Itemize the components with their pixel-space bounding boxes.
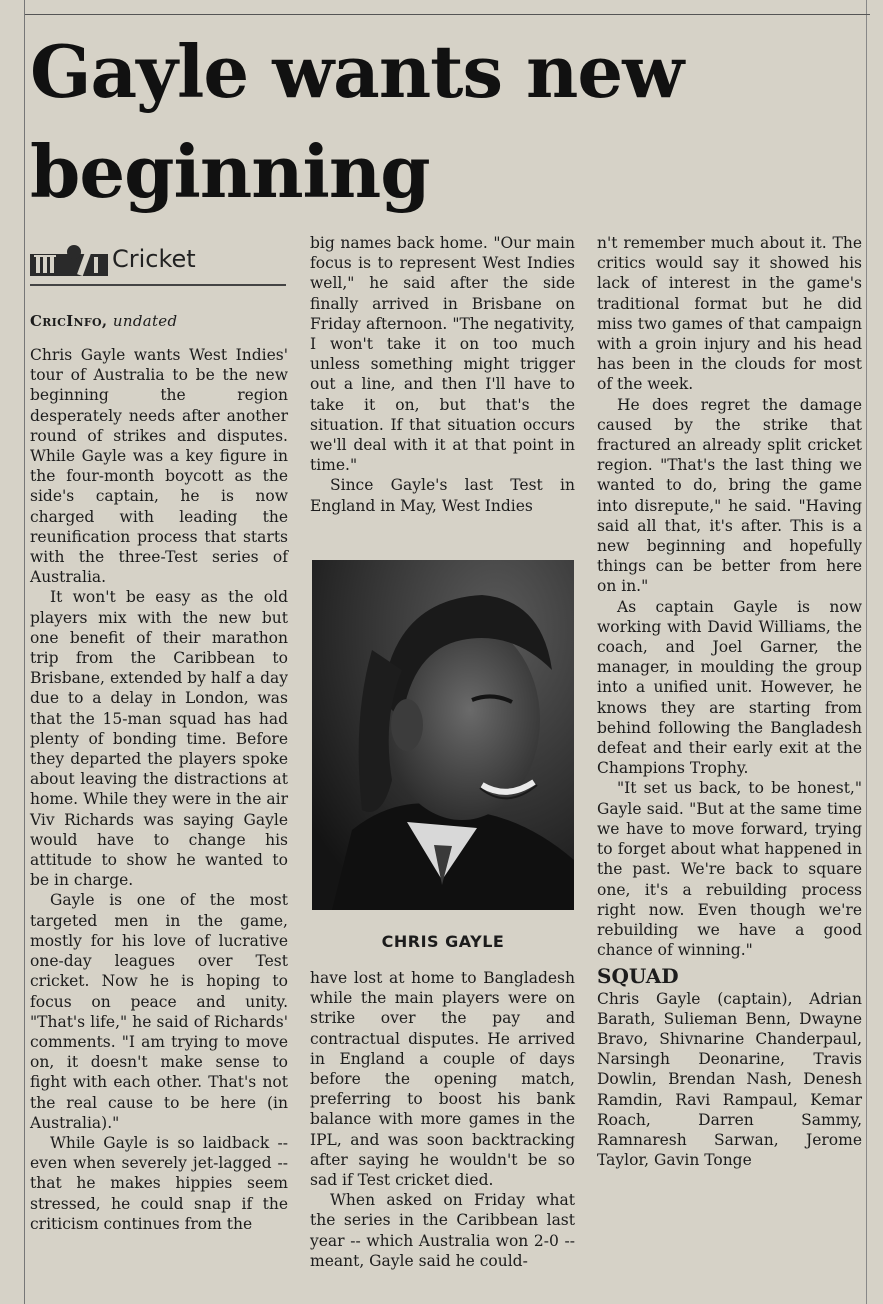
paragraph: have lost at home to Bangladesh while the main players were on strike over the pay and contractual disputes. He arrived in England a couple of days before the opening match, preferring to boost his bank balance with more games in the IPL, and was soon backtracking after saying he wouldn't be so sad if Test cricket died. — [310, 969, 575, 1190]
photo-caption: CHRIS GAYLE — [381, 932, 505, 951]
headline: Gayle wants new beginning — [30, 29, 684, 214]
article-column-3 — [597, 233, 862, 1170]
article-column-1 — [30, 345, 288, 1234]
right-column-rule — [866, 0, 867, 1304]
source-name: CricInfo, — [30, 312, 108, 330]
source-line — [30, 312, 288, 330]
paragraph: big names back home. "Our main focus is to represent West Indies well," he said after the side finally arrived in Brisbane on Friday afternoon. "The negativity, I won't take it on too much unless something might trigger out a line, and then I'll have to take it on, but that's the situation. If that situation occurs we'll deal with it at that point in time." — [310, 234, 575, 475]
paragraph: Chris Gayle wants West Indies' tour of Australia to be the new beginning the region desperately needs after another round of strikes and disputes. While Gayle was a key figure in the four-month boycott as the side's captain, he is now charged with leading the reunification process that starts with the three-Test series of Australia. — [30, 346, 288, 587]
left-column-rule — [24, 0, 25, 1304]
paragraph: He does regret the damage caused by the strike that fractured an already split cricket region. "That's the last thing we wanted to do, bring the game into disrepute," he said. "Having said all that, it's after. This is a new beginning and hopefully things can be better from here on in." — [597, 395, 862, 596]
source-date: undated — [112, 312, 178, 330]
article-column-2-top — [310, 233, 575, 516]
squad-list: Chris Gayle (captain), Adrian Barath, Sulieman Benn, Dwayne Bravo, Shivnarine Chanderpaul, Narsingh Deonarine, Travis Dowlin, Brendan Nash, Denesh Ramdin, Ravi Rampaul, Kemar Roach, Darren Sammy, Ramnaresh Sarwan, Jerome Taylor, Gavin Tonge — [597, 989, 862, 1170]
top-rule — [25, 14, 870, 15]
section-header — [30, 240, 286, 286]
section-label: Cricket — [112, 245, 196, 273]
player-photo — [312, 560, 574, 910]
paragraph: When asked on Friday what the series in the Caribbean last year -- which Australia won 2-0 -- meant, Gayle said he could- — [310, 1191, 575, 1270]
paragraph: n't remember much about it. The critics would say it showed his lack of interest in the game's traditional format but he did miss two games of that campaign with a groin injury and his head has been in the clouds for most of the week. — [597, 234, 862, 394]
squad-heading: SQUAD — [597, 964, 679, 989]
paragraph: "It set us back, to be honest," Gayle said. "But at the same time we have to move forward, trying to forget about what happened in the past. We're back to square one, it's a rebuilding process right now. Even though we're rebuilding we have a good chance of winning." — [597, 779, 862, 960]
article-column-2-bottom — [310, 968, 575, 1271]
portrait-illustration — [312, 560, 574, 910]
cricket-logo-icon — [30, 244, 108, 276]
paragraph: Since Gayle's last Test in England in May, West Indies — [310, 476, 575, 515]
paragraph: Gayle is one of the most targeted men in the game, mostly for his love of lucrative one-day leagues over Test cricket. Now he is hoping to focus on peace and unity. "That's life," he said of Richards' comments. "I am trying to move on, it doesn't make sense to fight with each other. That's not the real cause to be here (in Australia)." — [30, 891, 288, 1132]
paragraph: While Gayle is so laidback -- even when severely jet-lagged -- that he makes hippies seem stressed, he could snap if the criticism continues from the — [30, 1133, 288, 1233]
paragraph: As captain Gayle is now working with David Williams, the coach, and Joel Garner, the manager, in moulding the group into a unified unit. However, he knows they are starting from behind following the Bangladesh defeat and their early exit at the Champions Trophy. — [597, 597, 862, 778]
paragraph: It won't be easy as the old players mix with the new but one benefit of their marathon trip from the Caribbean to Brisbane, extended by half a day due to a delay in London, was that the 15-man squad has had plenty of bonding time. Before they departed the players spoke about leaving the distractions at home. While they were in the air Viv Richards was saying Gayle would have to change his attitude to show he wanted to be in charge. — [30, 588, 288, 890]
